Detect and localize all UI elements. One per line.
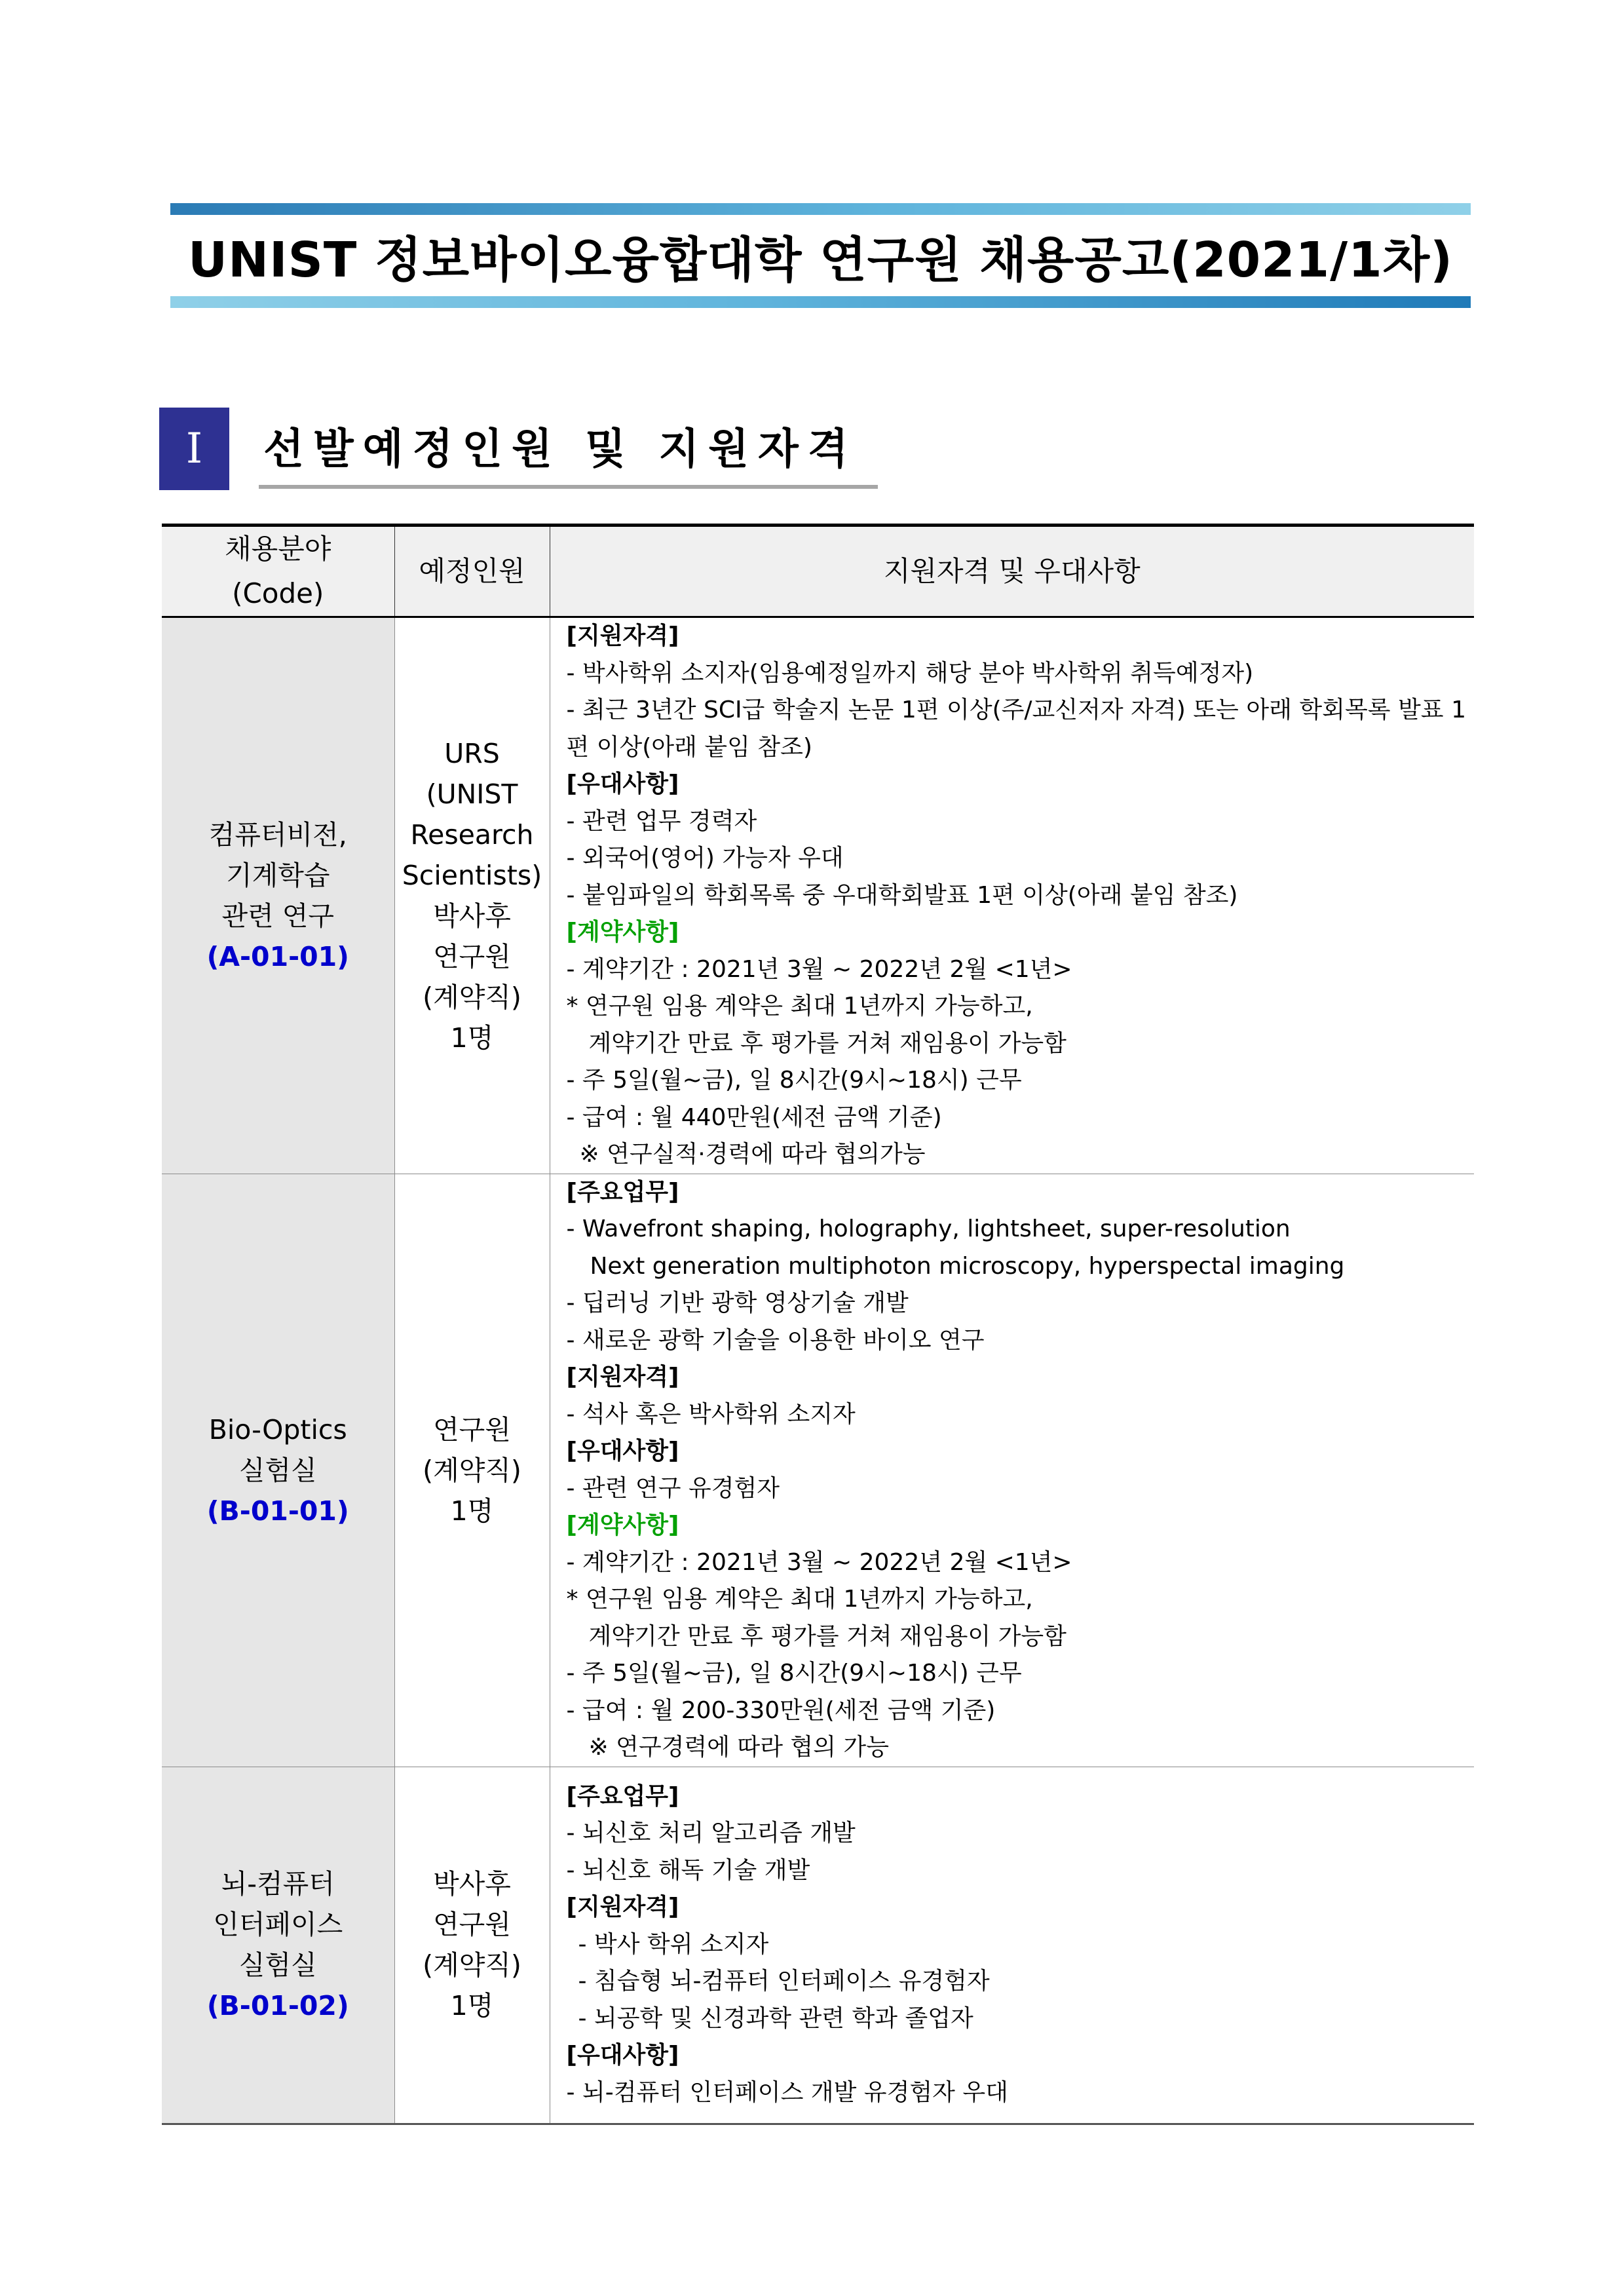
detail-line: - 뇌공학 및 신경과학 관련 학과 졸업자 — [578, 2004, 973, 2032]
detail-cell — [550, 1174, 1474, 1767]
table-header-row — [162, 526, 1474, 617]
count-line: (계약직) — [423, 1454, 521, 1486]
field-cell — [162, 1767, 394, 2124]
detail-line: ※ 연구경력에 따라 협의 가능 — [588, 1734, 889, 1761]
document-title: UNIST 정보바이오융합대학 연구원 채용공고(2021/1차) — [188, 232, 1453, 288]
table-row — [162, 617, 1474, 1174]
field-code: (B-01-01) — [206, 1495, 349, 1527]
field-line: 뇌-컴퓨터 — [221, 1868, 335, 1900]
detail-line: - 급여 : 월 200-330만원(세전 금액 기준) — [566, 1696, 996, 1724]
field-code: (A-01-01) — [206, 940, 349, 972]
detail-line: - 관련 연구 유경험자 — [566, 1474, 780, 1502]
section-heading: [지원자격] — [566, 622, 679, 649]
field-line: 컴퓨터비전, — [208, 818, 347, 851]
detail-line: - 급여 : 월 440만원(세전 금액 기준) — [566, 1103, 942, 1131]
detail-line: - 붙임파일의 학회목록 중 우대학회발표 1편 이상(아래 붙임 참조) — [566, 881, 1238, 909]
section-heading: [우대사항] — [566, 2042, 679, 2069]
detail-line: - 딥러닝 기반 광학 영상기술 개발 — [566, 1290, 909, 1316]
count-line: 연구원 — [433, 1909, 511, 1940]
count-line: 1명 — [450, 1495, 494, 1527]
field-line: 실험실 — [238, 1949, 317, 1981]
section-heading: [주요업무] — [566, 1178, 679, 1206]
detail-line: Next generation multiphoton microscopy, hyperspectal imaging — [590, 1252, 1345, 1280]
detail-line: * 연구원 임용 계약은 최대 1년까지 가능하고, — [566, 1586, 1033, 1613]
count-line: 박사후 — [433, 1868, 511, 1900]
detail-line: 계약기간 만료 후 평가를 거쳐 재임용이 가능함 — [588, 1622, 1067, 1650]
title-bar-top — [170, 203, 1471, 215]
detail-line: * 연구원 임용 계약은 최대 1년까지 가능하고, — [566, 993, 1033, 1020]
count-line: 1명 — [450, 1990, 494, 2021]
section-heading: [우대사항] — [566, 771, 679, 797]
count-cell — [394, 617, 550, 1174]
detail-line: - 박사학위 소지자(임용예정일까지 해당 분야 박사학위 취득예정자) — [566, 659, 1254, 687]
detail-line: - 최근 3년간 SCI급 학술지 논문 1편 이상(주/교신저자 자격) 또는 아래 학회목록 발표 1편 이상(아래 붙임 참조) — [566, 697, 1466, 761]
detail-line: - Wavefront shaping, holography, lightsheet, super-resolution — [566, 1215, 1291, 1242]
detail-line: - 관련 업무 경력자 — [566, 807, 757, 835]
detail-cell — [550, 617, 1474, 1174]
section-heading: [계약사항] — [566, 919, 679, 946]
section-heading: [우대사항] — [566, 1438, 679, 1464]
detail-line: 계약기간 만료 후 평가를 거쳐 재임용이 가능함 — [588, 1029, 1067, 1057]
field-line: 관련 연구 — [221, 900, 334, 932]
field-cell — [162, 1174, 394, 1767]
detail-line: - 계약기간 : 2021년 3월 ~ 2022년 2월 <1년> — [566, 955, 1072, 983]
detail-line: - 석사 혹은 박사학위 소지자 — [566, 1400, 856, 1428]
detail-line: - 계약기간 : 2021년 3월 ~ 2022년 2월 <1년> — [566, 1548, 1072, 1576]
count-line: 1명 — [450, 1022, 494, 1054]
header-field — [162, 526, 394, 617]
table-row — [162, 1174, 1474, 1767]
detail-line: - 뇌-컴퓨터 인터페이스 개발 유경험자 우대 — [566, 2078, 1008, 2106]
header-detail: 지원자격 및 우대사항 — [550, 526, 1474, 617]
field-line: 실험실 — [238, 1454, 317, 1486]
section-underline — [259, 485, 878, 489]
count-line: (UNIST — [426, 778, 518, 810]
count-line: URS — [444, 737, 500, 769]
header-field-line1: 채용분야 — [225, 533, 331, 565]
count-cell — [394, 1174, 550, 1767]
count-cell — [394, 1767, 550, 2124]
title-bar-bottom — [170, 296, 1471, 308]
section-heading: [주요업무] — [566, 1782, 679, 1810]
field-line: 기계학습 — [226, 859, 330, 891]
count-line: Scientists) — [402, 859, 542, 891]
detail-line: - 박사 학위 소지자 — [578, 1930, 769, 1958]
header-count: 예정인원 — [394, 526, 550, 617]
section-heading: [계약사항] — [566, 1512, 679, 1539]
header-field-line2: (Code) — [232, 577, 324, 609]
count-line: (계약직) — [423, 1949, 521, 1981]
section-heading: [지원자격] — [566, 1894, 679, 1921]
count-line: (계약직) — [423, 981, 521, 1013]
detail-line: - 외국어(영어) 가능자 우대 — [566, 845, 844, 871]
detail-line: - 주 5일(월~금), 일 8시간(9시~18시) 근무 — [566, 1660, 1022, 1687]
detail-line: ※ 연구실적·경력에 따라 협의가능 — [579, 1141, 926, 1168]
field-line: 인터페이스 — [213, 1909, 343, 1940]
section-title: 선발예정인원 및 지원자격 — [263, 425, 858, 474]
section-number: I — [159, 408, 229, 490]
detail-line: - 뇌신호 처리 알고리즘 개발 — [566, 1820, 856, 1847]
table-row — [162, 1767, 1474, 2124]
section-heading: [지원자격] — [566, 1364, 679, 1390]
detail-line: - 새로운 광학 기술을 이용한 바이오 연구 — [566, 1326, 985, 1354]
detail-line: - 뇌신호 해독 기술 개발 — [566, 1856, 810, 1884]
count-line: 연구원 — [433, 940, 511, 972]
count-line: 박사후 — [433, 900, 511, 932]
recruitment-table — [162, 524, 1474, 2125]
field-line: Bio-Optics — [208, 1413, 347, 1445]
field-cell — [162, 617, 394, 1174]
detail-line: - 주 5일(월~금), 일 8시간(9시~18시) 근무 — [566, 1067, 1022, 1094]
count-line: 연구원 — [433, 1413, 511, 1445]
field-code: (B-01-02) — [206, 1990, 349, 2021]
count-line: Research — [410, 818, 534, 851]
detail-line: - 침습형 뇌-컴퓨터 인터페이스 유경험자 — [578, 1968, 990, 1995]
detail-cell — [550, 1767, 1474, 2124]
